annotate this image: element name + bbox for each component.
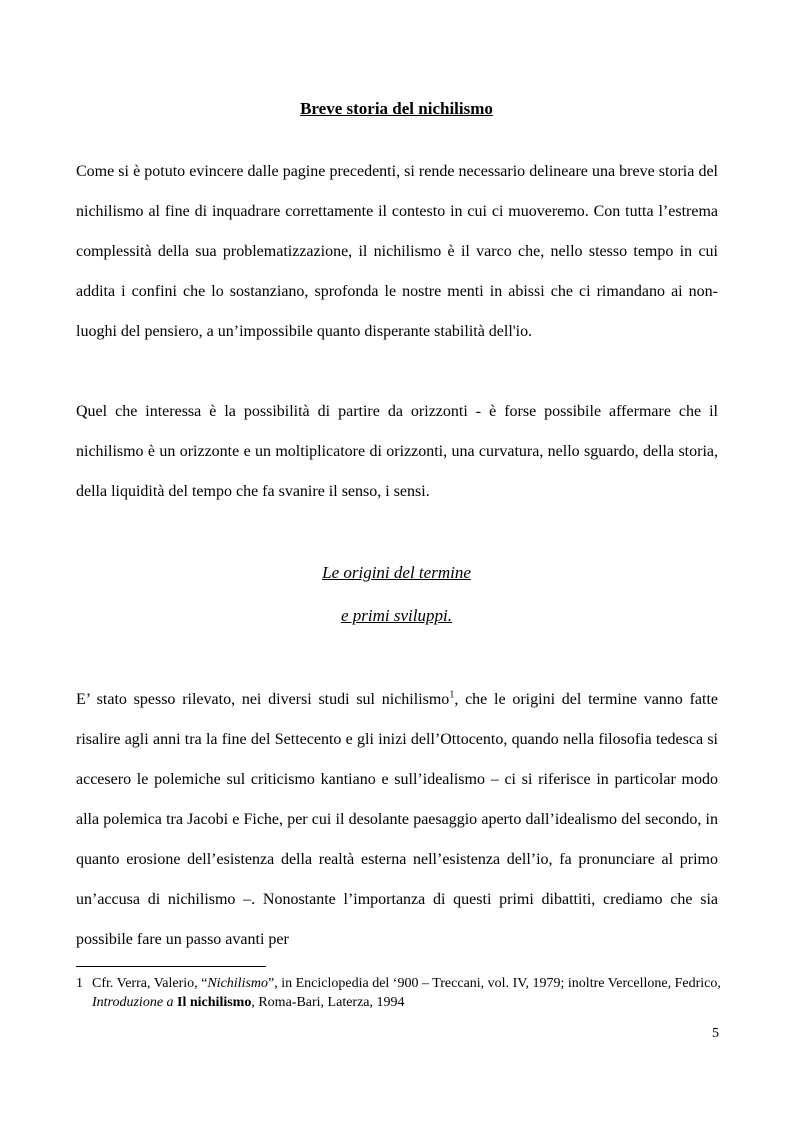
footnote-text: [92, 974, 726, 1012]
intro-paragraph: [76, 152, 718, 352]
footnote-part3: ”, in Enciclopedia del ‘900 – Treccani, vol. IV, 1979; inoltre Vercellone, Fedrico,: [268, 976, 721, 991]
footnote-italic-intro: Introduzione a: [92, 995, 174, 1010]
origins-text-after-ref: , che le origini del termine vanno fatte risalire agli anni tra la fine del Settecento e gli inizi dell’Ottocento, quando nella filosofia tedesca si accesero le polemiche sul criticismo kantiano e sull’idealismo – ci si riferisce in particolar modo alla polemica tra Jacobi e Fiche, per cui il desolante paesaggio aperto dall’idealismo del secondo, in quanto erosione dell’esistenza della realtà esterna nell’esistenza dell’io, fa pronunciare al primo un’accusa di nichilismo –. Nonostante l’importanza di questi primi dibattiti, crediamo che sia possibile fare un passo avanti per: [76, 691, 718, 948]
footnote-part1: Cfr. Verra, Valerio, “: [92, 976, 208, 991]
footnote-bold-title: Il nichilismo: [177, 995, 252, 1010]
origins-paragraph-text: [76, 680, 718, 960]
page-title: Breve storia del nichilismo: [300, 99, 493, 118]
second-paragraph-text: Quel che interessa è la possibilità di partire da orizzonti - è forse possibile affermare che il nichilismo è un orizzonte e un moltiplicatore di orizzonti, una curvatura, nello sguardo, della storia, della liquidità del tempo che fa svanire il senso, i sensi.: [76, 403, 718, 500]
section-subtitle-line1: Le origini del termine: [322, 563, 471, 582]
origins-paragraph: [76, 680, 718, 960]
intro-paragraph-text: Come si è potuto evincere dalle pagine precedenti, si rende necessario delineare una breve storia del nichilismo al fine di inquadrare correttamente il contesto in cui ci muoveremo. Con tutta l’estrema complessità della sua problematizzazione, il nichilismo è il varco che, nello stesso tempo in cui addita i confini che lo sostanziano, sprofonda le nostre menti in abissi che ci rimandano ai non-luoghi del pensiero, a un’impossibile quanto disperante stabilità dell'io.: [76, 163, 718, 340]
footnote-number: 1: [76, 976, 83, 991]
footnote-divider: [76, 966, 266, 967]
origins-text-before-ref: E’ stato spesso rilevato, nei diversi studi sul nichilismo: [76, 691, 450, 708]
second-paragraph: [76, 392, 718, 512]
footnote-italic-title: Nichilismo: [207, 976, 269, 991]
footnote: [76, 974, 726, 1012]
section-subtitle-line2: e primi sviluppi.: [341, 606, 452, 625]
footnote-part7: , Roma-Bari, Laterza, 1994: [251, 995, 405, 1010]
footnote-reference: 1: [449, 689, 455, 701]
page-number: 5: [712, 1026, 719, 1041]
